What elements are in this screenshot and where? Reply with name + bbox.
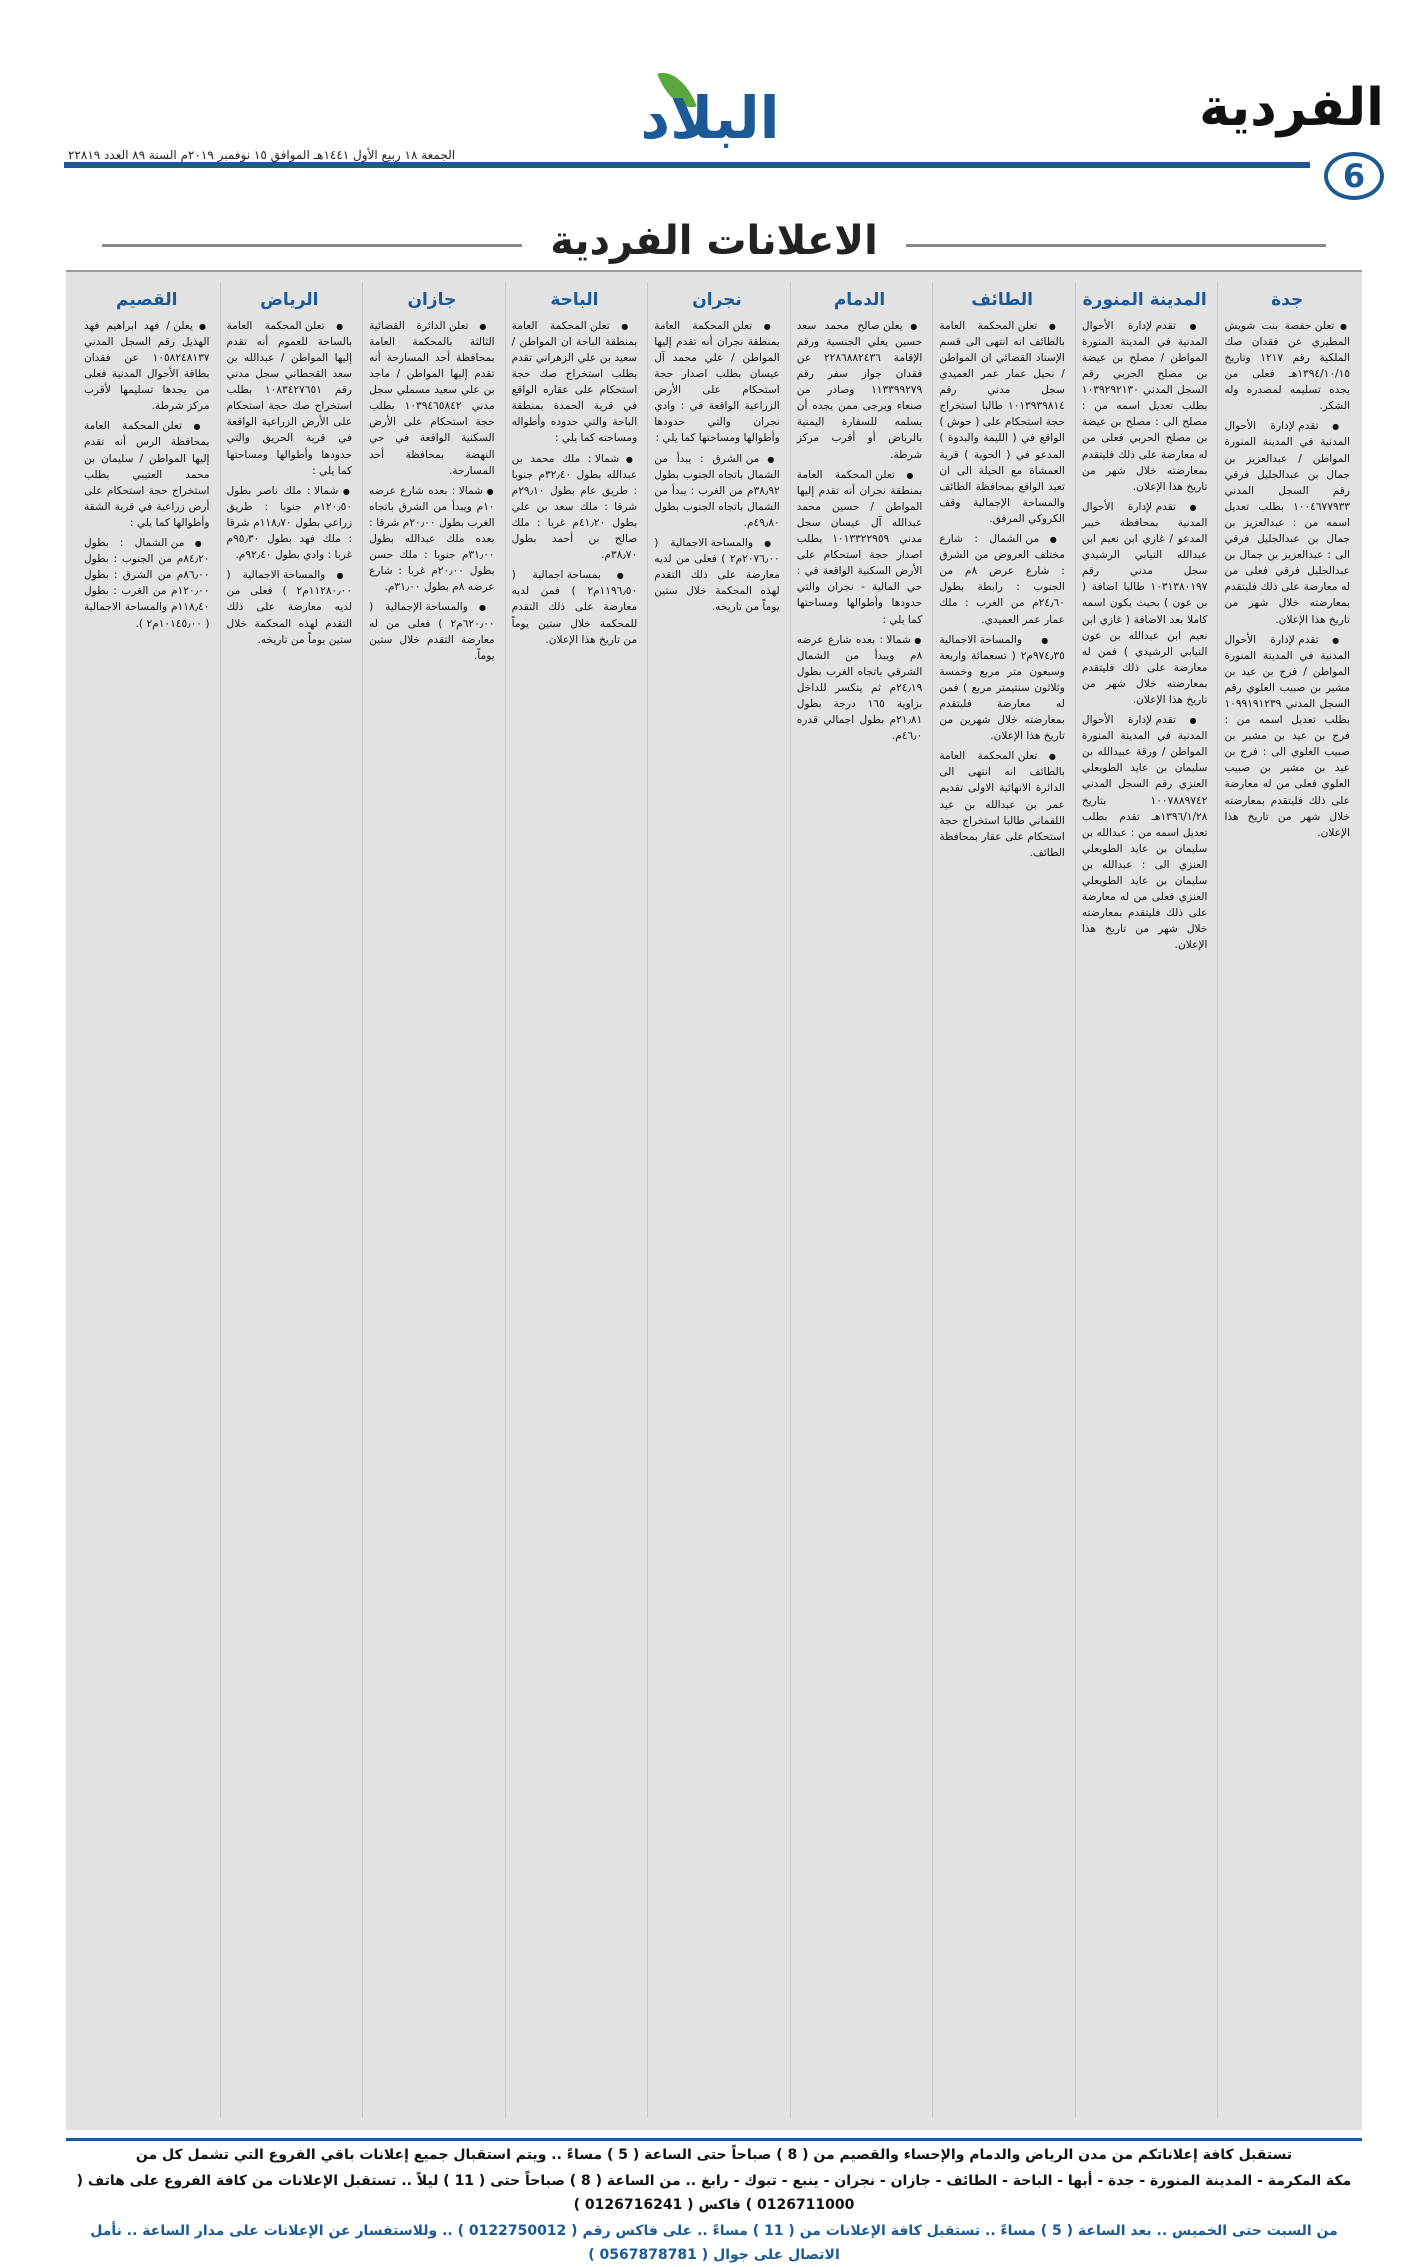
classified-ad: ● شمالا : ملك محمد بن عبدالله بطول ٣٢٫٤٠م جنوبا : طريق عام بطول ٢٩٫١٠م شرقا : ملك سعد بن علي بطول ٤١٫٢٠م غربا : ملك صالح بن أحمد بطول ٣٨٫٧٠م. [512,451,638,564]
footer-line-1: تستقبل كافة إعلاناتكم من مدن الرياض والدمام والإحساء والقصيم من ( 8 ) صباحاً حتى الساعة ( 5 ) مساءً .. ويتم استقبال جميع إعلانات باقي الفروع التي تشمل كل من [135,2147,1293,2163]
classified-ad: ● من الشمال : شارع مختلف العروض من الشرق : شارع عرض ٨م من الجنوب : رابطة بطول ٢٤٫٦٠م من الغرب : ملك عمار عمر العميدي. [939,531,1065,628]
classifieds-banner [66,210,1362,272]
ads-column [78,282,210,2118]
ads-column [790,282,923,2118]
footer-line-3: من السبت حتى الخميس .. بعد الساعة ( 5 ) مساءً .. تستقبل كافة الإعلانات من ( 11 ) مساءً .. على فاكس رقم ( 0122750012 ) .. وللاستفسار عن الإعلانات على مدار الساعة .. نأمل الاتصال على جوال ( 0567878781 ) [90,2223,1338,2263]
dateline: الجمعة ١٨ ربيع الأول ١٤٤١هـ الموافق ١٥ نوفمبر ٢٠١٩م السنة ٨٩ العدد ٢٢٨١٩ [68,148,456,162]
classified-ad: ● شمالا : ملك ناصر بطول ١٢٠٫٥٠م جنوبا : طريق زراعي بطول ١١٨٫٧٠م شرقا : ملك فهد بطول ٩٥٫٣٠م غربا : وادي بطول ٩٢٫٤٠م. [227,483,353,563]
classified-ad: ● من الشمال : بطول ٨٤٫٢٠م من الجنوب : بطول ٨٦٫٠٠م من الشرق : بطول ١٢٠٫٠٠م من الغرب : بطول ١١٨٫٤٠م والمساحة الاجمالية ( ١٠١٤٥٫٠٠م٢ ). [84,535,210,632]
city-heading: المدينة المنورة [1082,290,1207,310]
classified-ad: ● تعلن الدائرة القضائية الثالثة بالمحكمة العامة بمحافظة أحد المسارحة أنه تقدم إليها المواطن / ماجد بن علي سعيد مسملي سجل مدني ١٠٣٩٤٦٥٨٤٢ بطلب حجة استحكام على الأرض السكنية الواقعة في حي النهضة بمحافظة أحد المسارحة. [369,318,495,479]
classified-ad: ● تعلن حفصة بنت شويش المطيري عن فقدان صك الملكية رقم ١٢١٧ وتاريخ ١٣٩٤/١٠/١٥هـ فعلى من يجده تسليمه لمصدره وله الشكر. [1224,318,1350,415]
classified-ad: ● والمساحة الاجمالية ( ١١٢٨٠٫٠٠م٢ ) فعلى من لديه معارضة على ذلك التقدم لهذه المحكمة خلال ستين يوماً من تاريخه. [227,567,353,647]
classified-ad: ● تعلن المحكمة العامة بمنطقة الباحة ان المواطن / سعيد بن علي الزهراني تقدم بطلب استخراج صك حجة استحكام على عقاره الواقع في قرية الحمدة بمنطقة الباحة والتي حدوده وأطواله ومساحته كما يلي : [512,318,638,447]
city-heading: الدمام [833,290,886,310]
ads-column [647,282,780,2118]
classified-ad: ● تقدم لإدارة الأحوال المدنية بمحافظة خيبر المدعو / غازي ابن نعيم ابن عبدالله النيابي الرشيدي سجل مدني رقم ١٠٣١٣٨٠١٩٧ طالبا اضافة ( بن عون ) بحيث يكون اسمه كاملا بعد الاضافة ( غازي ابن نعيم ابن عبدالله بن عون النيابي الرشيدي ) فمن له معارضة على ذلك فليتقدم بمعارضته خلال شهر من تاريخ هذا الإعلان. [1082,499,1208,708]
header-rule [64,162,1310,168]
classified-ad: ● تعلن المحكمة العامة بمحافظة الرس أنه تقدم إليها المواطن / سليمان بن محمد العتيبي بطلب استخراج حجة استحكام على أرض زراعية في قرية الشقة وأطوالها كما يلي : [84,418,210,531]
city-heading: الطائف [971,290,1033,310]
classified-ad: ● يعلن / فهد ابراهيم فهد الهذيل رقم السجل المدني ١٠٥٨٢٤٨١٣٧ عن فقدان بطاقة الأحوال المدنية فعلى من يجدها تسليمها لأقرب مركز شرطة. [84,318,210,415]
classified-ad: ● تعلن المحكمة العامة بالطائف انه انتهى الى الدائرة الانهائية الاولى تقديم عمر بن عبدالله بن عيد اللقماني طالبا استخراج حجة استحكام على عقار بمحافظة الطائف. [939,748,1065,861]
footer-notice [66,2138,1362,2263]
classified-ad: ● تقدم لإدارة الأحوال المدنية في المدينة المنورة المواطن / فرج بن عيد بن مشير بن صبيب العلوي رقم السجل المدني ١٠٩٩١٩١٢٣٩ بطلب تعديل اسمه من : فرج بن عيد بن مشير بن صبيب العلوي الى : فرج بن عيد بن مشير بن صبيب العلوي فعلى من له معارضة على ذلك فليتقدم بمعارضته خلال شهر من تاريخ هذا الإعلان. [1224,632,1350,841]
city-heading: الرياض [260,290,319,310]
classified-ad: ● تقدم لإدارة الأحوال المدنية في المدينة المنورة المواطن / مصلح بن عيضة بن مصلح الحربي رقم السجل المدني ١٠٣٩٢٩٢١٣٠ بطلب تعديل اسمه من : مصلح الى : مصلح بن عيضة بن مصلح الحربي فعلى من له معارضة على ذلك فليتقدم بمعارضته خلال شهر من تاريخ هذا الإعلان. [1082,318,1208,495]
city-heading: الباحة [550,290,599,310]
classified-ad: ● تعلن المحكمة العامة بالطائف انه انتهى الى قسم الإسناد القضائي ان المواطن / نحيل عمار عمر العميدي سجل مدني رقم ١٠١٣٩٣٩٨١٤ طالبا استخراج حجة استحكام على ( حوش ) الواقع في ( الليمة والبدوة ) المدعو في ( الحوية ) قرية العمشاة مع الحيلة الى ان تعيد الواقع بمحافظة الطائف والمساحة الإجمالية وقف الكروكي المرفق. [939,318,1065,527]
city-heading: نجران [692,290,742,310]
classified-ad: ● تعلن المحكمة العامة بمنطقة نجران أنه تقدم إليها المواطن / علي محمد آل عيسان بطلب اصدار حجة استحكام على الأرض الزراعية الواقعة في : وادي نجران والتي حدودها وأطوالها ومساحتها كما يلي : [654,318,780,447]
city-heading: القصيم [115,290,178,310]
classified-ad: ● شمالا : بعده شارع عرضه ٨م ويبدأ من الشمال الشرقي باتجاه الغرب بطول ٢٤٫١٩م ثم ينكسر للداخل بزاوية ١٦٥ درجة بطول ٢١٫٨١م بطول اجمالي قدره ٤٦٫٠م. [797,632,923,745]
classified-ad: ● شمالا : بعده شارع عرضه ١٠م ويبدأ من الشرق باتجاه الغرب بطول ٢٠٫٠٠م شرقا : بعده ملك عبدالله بطول ٣١٫٠٠م جنوبا : ملك حسن بطول ٢٠٫٠٠م غربا : شارع عرضه ٨م بطول ٣١٫٠٠م. [369,483,495,596]
classified-ad: ● بمساحة اجمالية ( ١١٩٦٫٥٠م٢ ) فمن لديه معارضة على ذلك التقدم للمحكمة خلال ستين يوماً من تاريخ هذا الإعلان. [512,567,638,647]
classified-ad: ● تقدم لإدارة الأحوال المدنية في المدينة المنورة المواطن / عبدالعزيز بن جمال بن عبدالجليل فرقي رقم السجل المدني ١٠٠٤٦٧٧٩٣٣ بطلب تعديل اسمه من : عبدالعزيز بن جمال بن عبدالجليل فرقي الى : عبدالعزيز بن جمال بن عبدالجليل فرقي فعلى من له معارضة على ذلك فليتقدم بمعارضته خلال شهر من تاريخ هذا الإعلان. [1224,418,1350,627]
newspaper-logo [620,78,800,154]
ads-columns [78,282,1350,2118]
classified-ad: ● من الشرق : يبدأ من الشمال باتجاه الجنوب بطول ٣٨٫٩٢م من الغرب : يبدأ من الشمال باتجاه الجنوب بطول ٤٩٫٨٠م. [654,451,780,531]
logo-text: البلاد [640,84,780,152]
classified-ad: ● والمساحة الاجمالية ( ٢٠٧٦٫٠٠م٢ ) فعلى من لديه معارضة على ذلك التقدم لهذه المحكمة خلال ستين يوماً من تاريخه. [654,535,780,615]
classified-ad: ● يعلن صالح محمد سعد حسين يعلي الجنسية ورقم الإقامة ٢٢٨٦٨٨٢٤٣٦ عن فقدان جواز سفر رقم ١١٣٣٩٩٢٧٩ وصادر من صنعاء ويرجى ممن يجده أن يسلمه للسفارة اليمنية بالرياض أو أقرب مركز شرطة. [797,318,923,463]
ads-column [1075,282,1208,2118]
page-header [0,0,1420,200]
ads-column [505,282,638,2118]
ads-column [1217,282,1350,2118]
banner-rule-left [102,244,522,247]
ads-column [362,282,495,2118]
ads-column [932,282,1065,2118]
city-heading: جدة [1271,290,1304,310]
ads-column [220,282,353,2118]
footer-line-2: مكة المكرمة - المدينة المنورة - جدة - أبها - الباحة - الطائف - جازان - نجران - ينبع - تبوك - رابغ .. من الساعة ( 8 ) صباحاً حتى ( 11 ) ليلاً .. تستقبل الإعلانات من كافة الفروع على هاتف ( 0126711000 ) فاكس ( 0126716241 ) [76,2173,1352,2213]
classified-ad: ● والمساحة الاجمالية ٩٧٤٫٣٥م٢ ( تسعمائة واربعة وسبعون متر مربع وخمسة وثلاثون سنتيمتر مربع ) فمن له معارضة فليتقدم بمعارضته خلال شهرين من تاريخ هذا الإعلان. [939,632,1065,745]
classified-ad: ● تقدم لإدارة الأحوال المدنية في المدينة المنورة المواطن / ورقة عبيدالله بن سليمان بن عايد الطويعلي العنزي رقم السجل المدني ١٠٠٧٨٨٩٧٤٢ بتاريخ ١٣٩٦/١/٢٨هـ تقدم بطلب تعديل اسمه من : عبدالله بن سليمان بن عايد الطويعلي العنزي الى : عبدالله بن سليمان بن عايد الطويعلي العنزي فعلى من له معارضة على ذلك فليتقدم بمعارضته خلال شهر من تاريخ هذا الإعلان. [1082,712,1208,953]
city-heading: جازان [407,290,457,310]
classified-ad: ● والمساحة الإجمالية ( ٦٢٠٫٠٠م٢ ) فعلى من له معارضة التقدم خلال ستين يوماً. [369,599,495,663]
section-name: الفردية [1199,78,1384,138]
classified-ad: ● تعلن المحكمة العامة بمنطقة نجران أنه تقدم إليها المواطن / حسين محمد عبدالله آل عيسان سجل مدني ١٠١٣٣٢٢٩٥٩ بطلب اصدار حجة استحكام على الأرض السكنية الواقعة في : حي المالية - نجران والتي حدودها وأطوالها ومساحتها كما يلي : [797,467,923,628]
banner-title: الاعلانات الفردية [550,218,878,264]
classified-ad: ● تعلن المحكمة العامة بالساحة للعموم أنه تقدم إليها المواطن / عبدالله بن سعد القحطاني سجل مدني رقم ١٠٨٣٤٢٧٦٥١ بطلب استخراج صك حجة استحكام على الأرض الزراعية الواقعة في قرية الحريق والتي حدودها وأطوالها ومساحتها كما يلي : [227,318,353,479]
page-number: 6 [1324,152,1384,200]
